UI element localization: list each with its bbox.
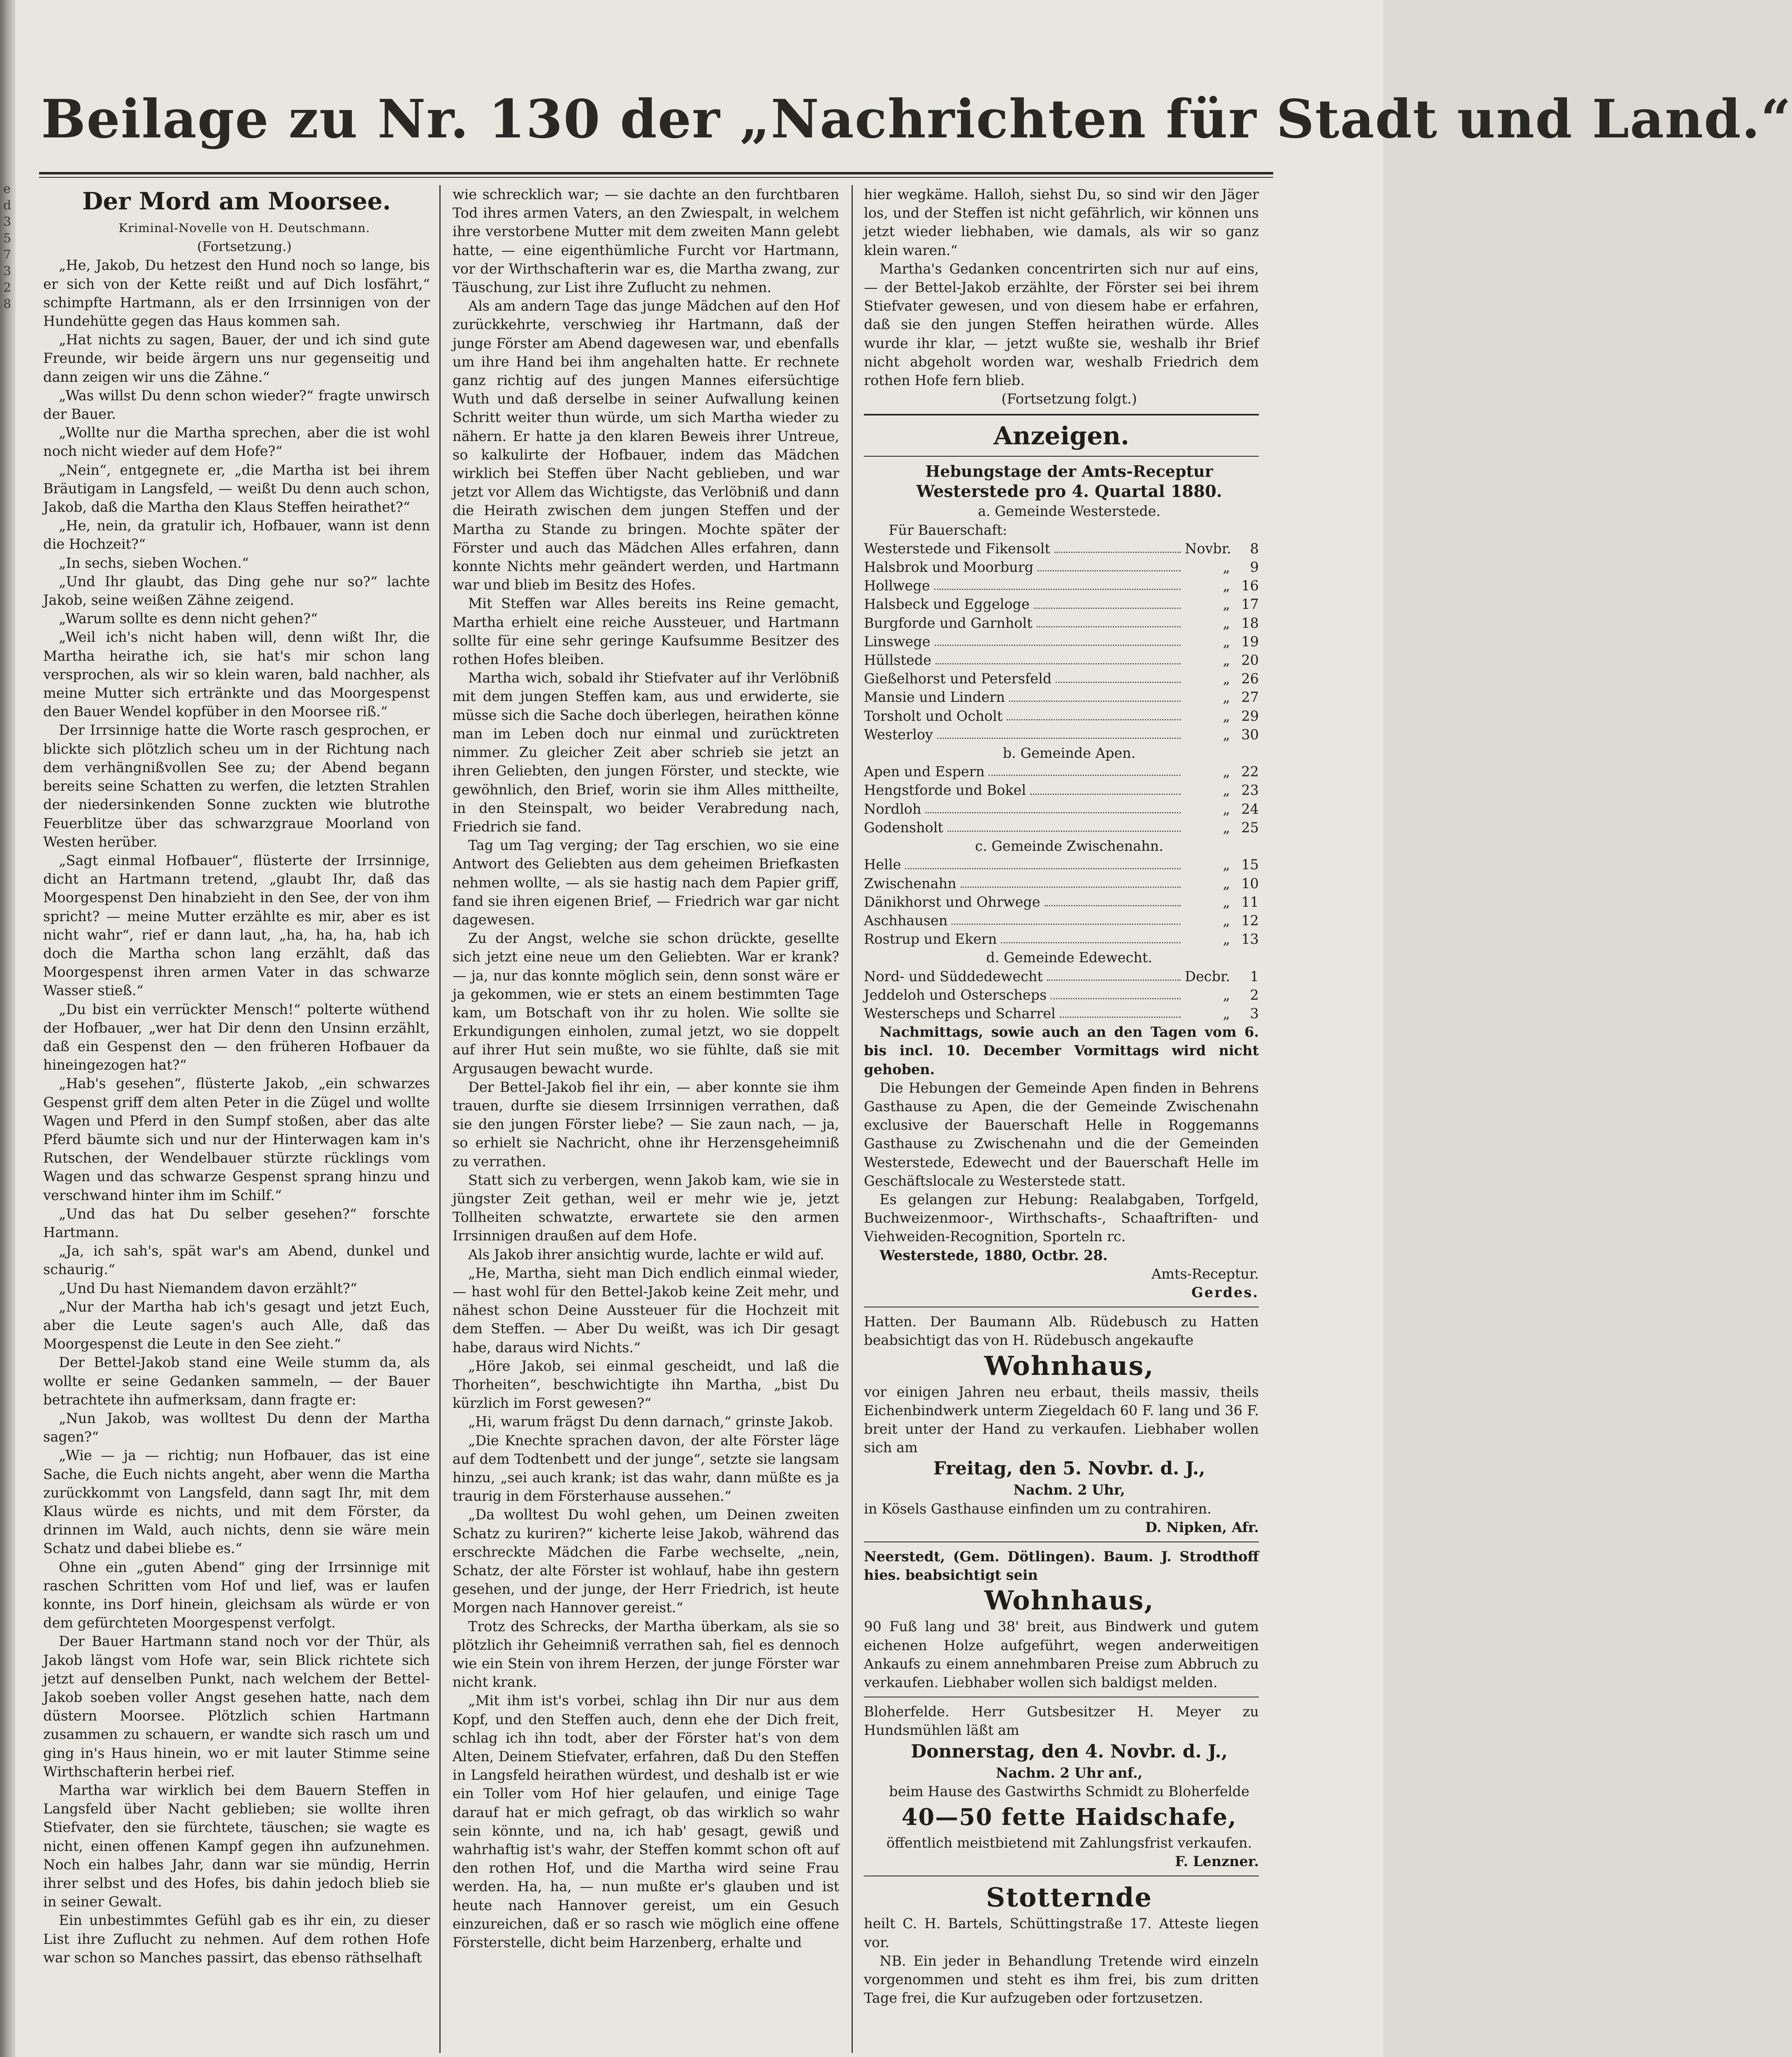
leader-dots: [989, 762, 1181, 776]
story-paragraph: „He, nein, da gratulir ich, Hofbauer, wann ist denn die Hochzeit?“: [43, 518, 430, 553]
schedule-place: Torsholt und Ocholt: [864, 708, 1003, 724]
story-paragraph: „Nun Jakob, was wolltest Du denn der Martha sagen?“: [43, 1410, 430, 1445]
schedule-row: [864, 986, 1259, 1004]
schedule-month: „: [1223, 819, 1230, 836]
book-binding-edge: [0, 0, 16, 2057]
schedule-row: [864, 576, 1259, 595]
hebung-title-1: Hebungstage der Amts-Receptur: [925, 462, 1213, 481]
schedule-c: [864, 855, 1259, 948]
schedule-month: „: [1223, 912, 1230, 929]
schedule-month: „: [1223, 987, 1230, 1003]
schedule-place: Gießelhorst und Petersfeld: [864, 671, 1052, 687]
leader-dots: [905, 855, 1181, 869]
hebung-sign-name: Gerdes.: [1191, 1284, 1259, 1300]
schedule-place: Linswege: [864, 633, 931, 650]
section-b: b. Gemeinde Apen.: [1003, 745, 1136, 762]
schedule-day: 1: [1250, 968, 1259, 984]
schedule-month: „: [1223, 1005, 1230, 1022]
schedule-b: [864, 762, 1259, 837]
schedule-row: [864, 967, 1259, 986]
schedule-day: 17: [1241, 596, 1259, 613]
schedule-month: „: [1223, 764, 1230, 780]
stotternde-headline: Stotternde: [986, 1882, 1153, 1913]
leader-dots: [1047, 967, 1181, 981]
schedule-place: Halsbrok und Moorburg: [864, 559, 1034, 576]
column-3: [864, 185, 1259, 2049]
bloherfelde-ad: [864, 1702, 1259, 1871]
to-be-continued: (Fortsetzung folgt.): [1001, 391, 1137, 407]
leader-dots: [1007, 707, 1181, 720]
masthead: Beilage zu Nr. 130 der „Nachrichten für Stadt und Land.“: [41, 88, 1792, 150]
column-divider: [439, 185, 441, 2053]
story-paragraph: Martha war wirklich bei dem Bauern Steffen in Langsfeld über Nacht geblieben; sie wollte ihren Stiefvater, den sie fürchtete, täuschen; sie wagte es nicht, einen offenen Kampf gegen ihn aufzunehmen. Noch ein halbes Jahr, dann war sie mündig, Herrin ihrer selbst und des Hofes, bis dahin jedoch blieb sie in seiner Gewalt.: [43, 1782, 430, 1910]
masthead-rule-thin: [39, 177, 1273, 178]
leader-dots: [1001, 930, 1181, 943]
story-paragraph: Als am andern Tage das junge Mädchen auf den Hof zurückkehrte, verschwieg ihr Hartmann, daß der junge Förster am Abend dagewesen war, und ebenfalls um ihre Hand bei ihm angehalten hatte. Er rechnete ganz richtig auf des jungen Mannes eifersüchtige Wuth und daß derselbe in seiner Aufwallung keinen Schritt weiter thun würde, um sich Martha wieder zu nähern. Er hatte ja den klaren Beweis ihrer Untreue, so kalkulirte der Hofbauer, indem das Mädchen wirklich bei Steffen über Nacht geblieben, und war jetzt vor Allem das Wichtigste, das Verlöbniß und dann die Heirath zwischen dem jungen Steffen und der Martha zu Stande zu bringen. Mochte später der Förster und auch das Mädchen Alles erfahren, dann konnte Nichts mehr geändert werden, und Hartmann war und blieb im Besitz des Hofes.: [453, 298, 839, 593]
column-divider: [852, 185, 853, 2053]
schedule-row: [864, 893, 1259, 911]
schedule-day: 8: [1250, 540, 1259, 557]
schedule-row: [864, 669, 1259, 688]
schedule-month: „: [1223, 578, 1230, 594]
schedule-place: Jeddeloh und Osterscheps: [864, 987, 1047, 1003]
story-paragraph: „Da wolltest Du wohl gehen, um Deinen zweiten Schatz zu kuriren?“ kicherte leise Jakob, während das erschreckte Mädchen die Farbe wechselte, „nein, Schatz, der alte Förster ist wohlauf, habe ihn gestern gesehen, und der junge, der Herr Friedrich, ist heute Morgen nach Hannover gereist.“: [453, 1507, 839, 1616]
hatten-headline: Wohnhaus,: [984, 1350, 1154, 1381]
story-paragraph: „Nein“, entgegnete er, „die Martha ist bei ihrem Bräutigam in Langsfeld, — weißt Du denn auch schon, Jakob, daß die Martha den Klaus Steffen heirathet?“: [43, 462, 430, 515]
section-a: a. Gemeinde Westerstede.: [977, 503, 1161, 520]
story-body-part1: [43, 256, 430, 1967]
schedule-place: Apen und Espern: [864, 764, 985, 780]
leader-dots: [1009, 688, 1181, 701]
bloherfelde-intro: Bloherfelde. Herr Gutsbesitzer H. Meyer zu Hundsmühlen läßt am: [864, 1704, 1259, 1739]
stotternde-ad: [864, 1881, 1259, 2007]
story-paragraph: Tag um Tag verging; der Tag erschien, wo sie eine Antwort des Geliebten aus dem geheimen Briefkasten nehmen wollte, — als sie hastig nach dem Papier griff, fand sie ihren eigenen Brief, — Friedrich war gar nicht dagewesen.: [453, 837, 839, 928]
leader-dots: [1060, 1004, 1181, 1018]
hebung-title-2: Westerstede pro 4. Quartal 1880.: [916, 482, 1222, 501]
hebung-note-1: Nachmittags, sowie auch an den Tagen vom 6. bis incl. 10. December Vormittags wird nicht gehoben.: [864, 1024, 1259, 1077]
story-paragraph: Zu der Angst, welche sie schon drückte, gesellte sich jetzt eine neue um den Geliebten. War er krank? — ja, nur das konnte möglich sein, denn sonst wäre er ja gekommen, wie er stets an einem bestimmten Tage kam, um Botschaft von ihr zu holen. Wie sollte sie Erkundigungen einholen, zumal jetzt, wo sie doppelt auf ihrer Hut sein mußte, wo sie fühlte, daß sie mit Argusaugen bewacht wurde.: [453, 930, 839, 1077]
schedule-row: [864, 1004, 1259, 1023]
story-paragraph: „He, Martha, sieht man Dich endlich einmal wieder, — hast wohl für den Bettel-Jakob keine Zeit mehr, und nähest schon Deine Aussteuer für die Hochzeit mit dem Steffen. — Aber Du weißt, was ich Dir gesagt habe, daraus wird Nichts.“: [453, 1265, 839, 1356]
hebung-sign-office: Amts-Receptur.: [1151, 1265, 1259, 1282]
story-body-part2: [453, 185, 839, 1952]
schedule-place: Godensholt: [864, 819, 943, 836]
leader-dots: [1054, 539, 1181, 553]
leader-dots: [1045, 893, 1181, 906]
neerstedt-intro: Neerstedt, (Gem. Dötlingen). Baum. J. Strodthoff hies. beabsichtigt sein: [864, 1549, 1259, 1583]
story-paragraph: hier wegkäme. Halloh, siehst Du, so sind wir den Jäger los, und der Steffen ist nicht gefährlich, wir können uns jetzt wieder liebhaben, wie damals, als wir so ganz klein waren.“: [864, 186, 1259, 258]
hatten-time: Nachm. 2 Uhr,: [1013, 1482, 1125, 1498]
schedule-row: [864, 614, 1259, 632]
schedule-month: „: [1223, 782, 1230, 799]
schedule-place: Aschhausen: [864, 912, 948, 929]
story-paragraph: „In sechs, sieben Wochen.“: [59, 555, 249, 571]
schedule-row: [864, 539, 1259, 558]
story-paragraph: „Nur der Martha hab ich's gesagt und jetzt Euch, aber die Leute sagen's auch Alle, daß das Moorgespenst die Leute in den See zieht.“: [43, 1298, 430, 1352]
section-rule: [864, 414, 1259, 416]
schedule-day: 9: [1250, 559, 1259, 576]
schedule-day: 19: [1241, 633, 1259, 650]
schedule-d: [864, 967, 1259, 1023]
story-paragraph: wie schrecklich war; — sie dachte an den furchtbaren Tod ihres armen Vaters, an den Zwiespalt, in welchem ihre verstorbene Mutter mit dem zweiten Mann gelebt hatte, — eine eigenthümliche Furcht vor Hartmann, vor der Wirthschafterin war es, die Martha zwang, zur Täuschung, zur List ihre Zuflucht zu nehmen.: [453, 186, 839, 296]
schedule-month: „: [1223, 726, 1230, 743]
section-rule: [864, 456, 1259, 457]
column-1: [43, 185, 430, 2049]
schedule-day: 18: [1241, 615, 1259, 631]
leader-dots: [1037, 614, 1181, 627]
leader-dots: [935, 632, 1181, 646]
hatten-body: vor einigen Jahren neu erbaut, theils massiv, theils Eichenbindwerk unterm Ziegeldach 60 F. lang und 36 F. breit unter der Hand zu verkaufen. Liebhaber wollen sich am: [864, 1384, 1259, 1456]
schedule-day: 25: [1241, 819, 1259, 836]
schedule-day: 3: [1250, 1005, 1259, 1022]
story-paragraph: Mit Steffen war Alles bereits ins Reine gemacht, Martha erhielt eine reiche Aussteuer, und Hartmann sollte für eine sehr geringe Kaufsumme Besitzer des rothen Hofes bleiben.: [453, 595, 839, 668]
story-paragraph: „Hi, warum frägst Du denn darnach,“ grinste Jakob.: [468, 1414, 833, 1430]
schedule-day: 10: [1241, 875, 1259, 892]
schedule-place: Westerstede und Fikensolt: [864, 540, 1050, 557]
story-paragraph: „Die Knechte sprachen davon, der alte Förster läge auf dem Todtenbett und der junge“, setzte sie langsam hinzu, „sei auch krank; ist das wahr, dann müßte es ja traurig in dem Försterhause aussehen.“: [453, 1432, 839, 1504]
schedule-month: „: [1223, 931, 1230, 947]
hebung-note-2: Die Hebungen der Gemeinde Apen finden in Behrens Gasthause zu Apen, die der Gemeinde Zwischenahn exclusive der Bauerschaft Helle in Roggemanns Gasthause zu Zwischenahn und die der Gemeinden Westerstede, Edewecht und der Bauerschaft Helle im Geschäftslocale zu Westerstede statt.: [864, 1080, 1259, 1189]
bloherfelde-body: öffentlich meistbietend mit Zahlungsfrist verkaufen.: [886, 1835, 1252, 1851]
hatten-date: Freitag, den 5. Novbr. d. J.,: [933, 1458, 1205, 1479]
story-paragraph: „Du bist ein verrückter Mensch!“ polterte wüthend der Hofbauer, „wer hat Dir denn den Unsinn erzählt, daß ein Gespenst den — den früheren Hofbauer da hineingezogen hat?“: [43, 1001, 430, 1073]
story-paragraph: Der Irrsinnige hatte die Worte rasch gesprochen, er blickte sich plötzlich scheu um in der Richtung nach dem verhängnißvollen See zu; der Abend begann bereits seine Schatten zu werfen, die letzten Strahlen der niedersinkenden Sonne zuckten wie blutrothe Feuerblitze über das schwarzgraue Moorland von Westen herüber.: [43, 722, 430, 850]
schedule-day: 16: [1241, 578, 1259, 594]
story-paragraph: Martha's Gedanken concentrirten sich nur auf eins, — der Bettel-Jakob erzählte, der Förster sei bei ihrem Stiefvater gewesen, und von diesem habe er erfahren, daß sie den jungen Steffen heirathen würde. Alles wurde ihr klar, — jetzt wußte sie, weshalb ihr Brief nicht abgeholt worden war, weshalb Friedrich dem rothen Hofe fern blieb.: [864, 260, 1259, 389]
hatten-intro: Hatten. Der Baumann Alb. Rüdebusch zu Hatten beabsichtigt das von H. Rüdebusch angekaufte: [864, 1314, 1259, 1349]
schedule-row: [864, 930, 1259, 948]
story-subtitle: Kriminal-Novelle von H. Deutschmann.: [118, 221, 370, 235]
schedule-day: 2: [1250, 987, 1259, 1003]
hatten-place: in Kösels Gasthause einfinden um zu contrahiren.: [864, 1500, 1212, 1517]
section-c: c. Gemeinde Zwischenahn.: [975, 838, 1163, 854]
schedule-place: Halsbeck und Eggeloge: [864, 596, 1030, 613]
schedule-month: Decbr.: [1185, 968, 1230, 984]
story-title: Der Mord am Moorsee.: [82, 187, 391, 215]
story-paragraph: „Mit ihm ist's vorbei, schlag ihn Dir nur aus dem Kopf, und den Steffen auch, denn ehe der Dich freit, schlag ich ihn todt, aber der Förster hat's von dem Alten, Deinem Stiefvater, erfahren, daß Du den Steffen in Langsfeld heirathen würdest, und deshalb ist er wie ein Toller vom Hof hier gelaufen, und einige Tage darauf hat er mich gefragt, ob das wirklich so wahr sein könnte, und na, ich hab' gesagt, gewiß und wahrhaftig ist's wahr, der Steffen kommt schon oft auf den rothen Hof, und die Martha wird seine Frau werden. Ha, ha, — nun mußte er's glauben und ist heute nach Hannover gereist, um ein Gesuch einzureichen, daß er so rasch wie möglich eine offene Försterstelle, dicht beim Harzenberg, erhalte und: [453, 1692, 839, 1951]
schedule-place: Westerloy: [864, 726, 933, 743]
story-paragraph: „Ja, ich sah's, spät war's am Abend, dunkel und schaurig.“: [43, 1243, 430, 1278]
bloherfelde-time: Nachm. 2 Uhr anf.,: [996, 1764, 1143, 1781]
leader-dots: [1034, 595, 1181, 608]
story-paragraph: Trotz des Schrecks, der Martha überkam, als sie so plötzlich ihr Geheimniß verrathen sah, fiel es dennoch wie ein Stein von ihrem Herzen, der junge Förster war nicht krank.: [453, 1618, 839, 1690]
schedule-month: „: [1223, 857, 1230, 873]
story-paragraph: Martha wich, sobald ihr Stiefvater auf ihr Verlöbniß mit dem jungen Steffen kam, aus und erwiderte, sie müsse sich die Sache doch überlegen, heirathen könne man im Leben doch nur einmal und zurücktreten nimmer. Zu gleicher Zeit aber schrieb sie jetzt an ihren Geliebten, den jungen Förster, und steckte, wie gewöhnlich, den Brief, worin sie ihm Alles mittheilte, in den Steinspalt, wo beider Verabredung nach, Friedrich sie fand.: [453, 670, 839, 835]
schedule-day: 23: [1241, 782, 1259, 799]
leader-dots: [1038, 558, 1181, 571]
schedule-day: 24: [1241, 801, 1259, 817]
schedule-month: „: [1223, 615, 1230, 631]
story-paragraph: Ein unbestimmtes Gefühl gab es ihr ein, zu dieser List ihre Zuflucht zu nehmen. Auf dem rothen Hofe war schon so Manches passirt, das ebenso räthselhaft: [43, 1912, 430, 1966]
schedule-place: Hengstforde und Bokel: [864, 782, 1026, 799]
schedule-month: „: [1223, 689, 1230, 706]
bloherfelde-place: beim Hause des Gastwirths Schmidt zu Bloherfelde: [889, 1783, 1249, 1799]
story-paragraph: „Sagt einmal Hofbauer“, flüsterte der Irrsinnige, dicht an Hartmann tretend, „glaubt Ihr, daß das Moorgespenst Den hinabzieht in den See, der von ihm spricht? — meine Mutter erzählte es mir, aber es ist nicht wahr“, rief er dann laut, „ha, ha, ha, hab ich doch die Martha schon lang erzählt, daß das Moorgespenst ihren armen Vater in das schwarze Wasser stieß.“: [43, 852, 430, 999]
schedule-row: [864, 632, 1259, 651]
bloherfelde-sign: F. Lenzner.: [1175, 1853, 1259, 1870]
story-paragraph: Der Bauer Hartmann stand noch vor der Thür, als Jakob längst vom Hofe war, sein Blick richtete sich jetzt auf denselben Punkt, nach welchem der Bettel-Jakob soeben voller Angst gesehen hatte, nach dem düstern Moorsee. Plötzlich schien Hartmann zusammen zu schauern, er wandte sich rasch um und ging in's Haus hinein, wo er mit lauter Stimme seine Wirthschafterin herbei rief.: [43, 1633, 430, 1780]
leader-dots: [925, 800, 1181, 813]
schedule-place: Hollwege: [864, 578, 930, 594]
continuation-note: (Fortsetzung.): [197, 239, 292, 255]
leader-dots: [1030, 781, 1181, 794]
schedule-day: 30: [1241, 726, 1259, 743]
leader-dots: [952, 911, 1181, 925]
schedule-day: 20: [1241, 652, 1259, 669]
schedule-month: Novbr.: [1185, 540, 1231, 557]
ads-heading: Anzeigen.: [993, 422, 1129, 451]
schedule-place: Rostrup und Ekern: [864, 931, 997, 947]
bloherfelde-date: Donnerstag, den 4. Novbr. d. J.,: [910, 1741, 1228, 1762]
schedule-place: Mansie und Lindern: [864, 689, 1005, 706]
schedule-place: Zwischenahn: [864, 875, 956, 892]
hebung-note-3: Es gelangen zur Hebung: Realabgaben, Torfgeld, Buchweizenmoor-, Wirthschafts-, Schaaftriften- und Viehweiden-Recognition, Sporteln rc.: [864, 1191, 1259, 1245]
schedule-row: [864, 558, 1259, 576]
schedule-row: [864, 911, 1259, 930]
schedule-row: [864, 688, 1259, 706]
story-paragraph: „Hat nichts zu sagen, Bauer, der und ich sind gute Freunde, wir beide ärgern uns nur gegenseitig und dann zeigen wir uns die Zähne.“: [43, 332, 430, 385]
story-paragraph: „Hab's gesehen“, flüsterte Jakob, „ein schwarzes Gespenst griff dem alten Peter in die Zügel und wollte Wagen und Pferd in den Sumpf stoßen, aber das alte Pferd bäumte sich und nur der Hinterwagen kam in's Rutschen, der Wendelbauer stürzte rücklings vom Wagen und das schwarze Gespenst sprang hinzu und verschwand hinter ihm im Schilf.“: [43, 1075, 430, 1203]
story-paragraph: Der Bettel-Jakob stand eine Weile stumm da, als wollte er seine Gedanken sammeln, — der Bauer betrachtete ihn aufmerksam, dann fragte er:: [43, 1354, 430, 1408]
schedule-place: Dänikhorst und Ohrwege: [864, 894, 1040, 910]
schedule-month: „: [1223, 652, 1230, 669]
bloherfelde-headline: 40—50 fette Haidschafe,: [901, 1804, 1237, 1831]
hatten-ad: [864, 1312, 1259, 1537]
schedule-row: [864, 595, 1259, 613]
hebung-ad: [864, 462, 1259, 1302]
stotternde-note: NB. Ein jeder in Behandlung Tretende wird einzeln vorgenommen und steht es ihm frei, bis zum dritten Tage frei, die Kur aufzugeben oder fortzusetzen.: [864, 1953, 1259, 2006]
story-paragraph: „Und Du hast Niemandem davon erzählt?“: [59, 1280, 357, 1296]
schedule-day: 29: [1241, 708, 1259, 724]
binding-margin-marks: e d 3 5 7 3 2 8: [3, 182, 12, 311]
schedule-day: 11: [1241, 894, 1259, 910]
schedule-day: 22: [1241, 764, 1259, 780]
schedule-place: Nordloh: [864, 801, 922, 817]
schedule-row: [864, 707, 1259, 725]
schedule-row: [864, 874, 1259, 893]
schedule-month: „: [1223, 633, 1230, 650]
leader-dots: [1056, 669, 1181, 683]
stotternde-body: heilt C. H. Bartels, Schüttingstraße 17. Atteste liegen vor.: [864, 1915, 1259, 1950]
schedule-row: [864, 800, 1259, 818]
schedule-month: „: [1223, 875, 1230, 892]
hatten-sign: D. Nipken, Afr.: [1145, 1519, 1259, 1535]
story-paragraph: „Weil ich's nicht haben will, denn wißt Ihr, die Martha heirathe ich, sie hat's mir schon lang versprochen, als wir so klein waren, bald nachher, als meine Mutter sich ertränkte und das Moorgespenst den Bauer Wendel kopfüber in den Moorsee riß.“: [43, 629, 430, 720]
schedule-place: Burgforde und Garnholt: [864, 615, 1033, 631]
schedule-day: 12: [1241, 912, 1259, 929]
schedule-row: [864, 818, 1259, 837]
leader-dots: [1051, 986, 1181, 999]
neerstedt-headline: Wohnhaus,: [984, 1585, 1154, 1616]
schedule-row: [864, 855, 1259, 874]
schedule-month: „: [1223, 894, 1230, 910]
neerstedt-ad: [864, 1547, 1259, 1692]
leader-dots: [937, 725, 1181, 739]
leader-dots: [961, 874, 1181, 888]
schedule-month: „: [1223, 801, 1230, 817]
schedule-month: „: [1223, 559, 1230, 576]
story-paragraph: „Wie — ja — richtig; nun Hofbauer, das ist eine Sache, die Euch nichts angeht, aber wenn die Martha zurückkommt von Langsfeld, dann sagt Ihr, mit dem Klaus würde es nichts, und mit dem Förster, da drinnen im Wald, auch nichts, denn sie wäre mein Schatz und dabei bliebe es.“: [43, 1447, 430, 1557]
hebung-intro: Für Bauerschaft:: [889, 522, 1007, 538]
column-2: [453, 185, 839, 2049]
schedule-place: Nord- und Süddedewecht: [864, 968, 1043, 984]
masthead-rule: [39, 172, 1273, 174]
schedule-row: [864, 725, 1259, 744]
schedule-place: Westerscheps und Scharrel: [864, 1005, 1056, 1022]
schedule-row: [864, 762, 1259, 781]
schedule-a: [864, 539, 1259, 744]
schedule-place: Helle: [864, 857, 901, 873]
schedule-day: 15: [1241, 857, 1259, 873]
neerstedt-body: 90 Fuß lang und 38' breit, aus Bindwerk und gutem eichenen Holze aufgeführt, wegen anderweitigen Ankaufs zu einem annehmbaren Preise zum Abbruch zu verkaufen. Liebhaber wollen sich baldigst melden.: [864, 1618, 1259, 1691]
story-paragraph: „Höre Jakob, sei einmal gescheidt, und laß die Thorheiten“, beschwichtigte ihn Martha, „bist Du kürzlich im Forst gewesen?“: [453, 1358, 839, 1412]
schedule-month: „: [1223, 671, 1230, 687]
schedule-row: [864, 651, 1259, 669]
schedule-day: 26: [1241, 671, 1259, 687]
story-paragraph: „Und Ihr glaubt, das Ding gehe nur so?“ lachte Jakob, seine weißen Zähne zeigend.: [43, 573, 430, 608]
hebung-place-date: Westerstede, 1880, Octbr. 28.: [880, 1247, 1108, 1263]
schedule-month: „: [1223, 708, 1230, 724]
schedule-day: 13: [1241, 931, 1259, 947]
story-paragraph: Statt sich zu verbergen, wenn Jakob kam, wie sie in jüngster Zeit gethan, weil er mehr wie je, jetzt Tollheiten schwatzte, erwartete sie den armen Irrsinnigen draußen auf dem Hofe.: [453, 1172, 839, 1244]
story-paragraph: Der Bettel-Jakob fiel ihr ein, — aber konnte sie ihm trauen, durfte sie diesem Irrsinnigen verrathen, daß sie den jungen Förster liebe? — Sie zaun nach, — ja, so erhielt sie Nachricht, ohne ihr Herzensgeheimniß zu verrathen.: [453, 1079, 839, 1170]
story-body-part3: [864, 185, 1259, 390]
leader-dots: [934, 576, 1181, 590]
schedule-day: 27: [1241, 689, 1259, 706]
story-paragraph: „Was willst Du denn schon wieder?“ fragte unwirsch der Bauer.: [43, 387, 430, 423]
schedule-month: „: [1223, 596, 1230, 613]
schedule-place: Hüllstede: [864, 652, 931, 669]
section-d: d. Gemeinde Edewecht.: [986, 950, 1152, 966]
story-paragraph: „Und das hat Du selber gesehen?“ forschte Hartmann.: [43, 1205, 430, 1240]
story-paragraph: „Warum sollte es denn nicht gehen?“: [59, 611, 318, 627]
story-paragraph: Ohne ein „guten Abend“ ging der Irrsinnige mit raschen Schritten vom Hof und lief, was er laufen konnte, ins Dorf hinein, gleichsam als würde er von dem gefürchteten Moorgespenst verfolgt.: [43, 1559, 430, 1631]
leader-dots: [935, 651, 1181, 664]
story-paragraph: „He, Jakob, Du hetzest den Hund noch so lange, bis er sich von der Kette reißt und auf Dich losfährt,“ schimpfte Hartmann, als er den Irrsinnigen von der Hundehütte gegen das Haus kommen sah.: [43, 257, 430, 330]
schedule-row: [864, 781, 1259, 799]
story-paragraph: Als Jakob ihrer ansichtig wurde, lachte er wild auf.: [468, 1246, 824, 1263]
leader-dots: [947, 818, 1181, 832]
story-paragraph: „Wollte nur die Martha sprechen, aber die ist wohl noch nicht wieder auf dem Hofe?“: [43, 425, 430, 460]
